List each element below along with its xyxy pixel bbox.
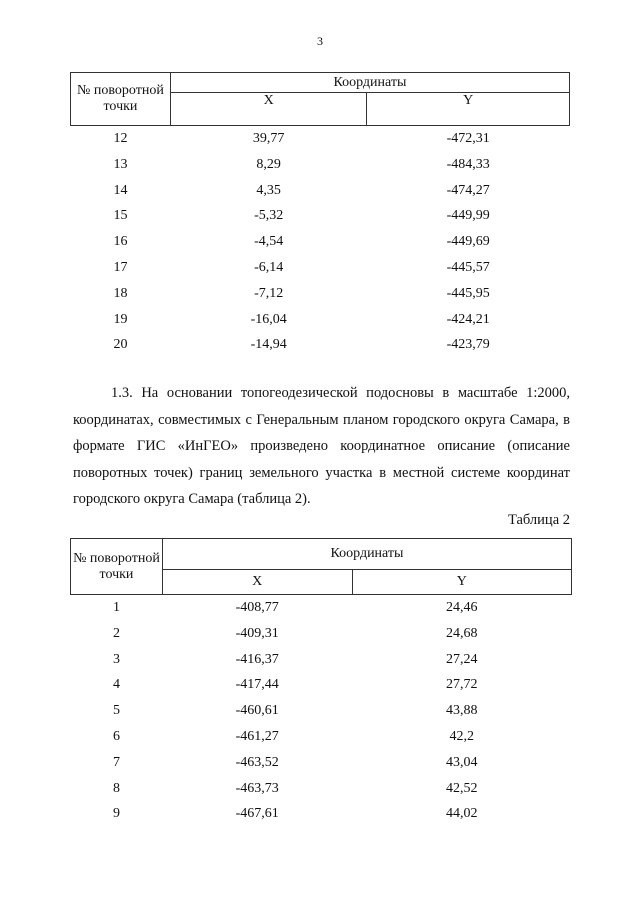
y-coordinate-cell: 42,52 [446,780,478,796]
y-coordinate-cell: -445,57 [446,259,490,275]
coordinates-table-1 [70,72,570,358]
table-body [71,126,570,359]
point-number-cell: 12 [113,131,128,146]
table-row [71,647,572,673]
table-row [71,332,570,358]
table-row [71,801,572,827]
page-number: 3 [317,34,323,48]
x-coordinate-cell: -417,44 [235,677,279,693]
x-coordinate-cell: -409,31 [235,625,279,641]
y-coordinate-cell: -474,27 [446,182,490,198]
coordinates-header: Координаты [162,539,571,570]
x-coordinate-cell: 39,77 [252,131,285,146]
y-coordinate-cell: 43,88 [446,703,478,719]
y-coordinate-cell: 24,46 [446,600,478,615]
y-coordinate-cell: -449,69 [446,234,490,250]
y-column-header: Y [352,570,571,595]
y-coordinate-cell: 43,04 [446,754,478,770]
y-column-header: Y [367,93,570,126]
x-coordinate-cell: -5,32 [254,208,284,224]
point-number-cell: 18 [113,285,128,301]
coordinates-table-2 [70,538,572,827]
y-coordinate-cell: -484,33 [446,156,490,172]
x-coordinate-cell: 4,35 [256,182,281,198]
table-row [71,255,570,281]
point-number-cell: 8 [112,780,120,796]
point-number-cell: 13 [113,156,128,172]
table-row [71,152,570,178]
point-number-cell: 3 [112,651,120,667]
x-coordinate-cell: -7,12 [254,285,284,301]
table-header [71,539,572,595]
x-coordinate-cell: -6,14 [254,259,284,275]
y-coordinate-cell: -423,79 [446,337,490,353]
y-coordinate-cell: 27,24 [446,651,478,667]
y-coordinate-cell: 42,2 [449,728,474,744]
table-row [71,307,570,333]
table-row [71,595,572,621]
point-number-cell: 6 [112,728,120,744]
table-header [71,73,570,126]
point-number-cell: 4 [112,677,120,693]
point-number-cell: 15 [113,208,128,224]
table-row [71,621,572,647]
x-coordinate-cell: -463,73 [235,780,279,796]
x-coordinate-cell: -461,27 [235,728,279,744]
table-caption: Таблица 2 [507,512,570,528]
table-row [71,776,572,802]
x-coordinate-cell: -16,04 [250,311,287,327]
table-row [71,750,572,776]
x-column-header: X [170,93,367,126]
x-coordinate-cell: -416,37 [235,651,279,667]
table-row [71,178,570,204]
x-coordinate-cell: -460,61 [235,703,279,719]
x-coordinate-cell: -14,94 [250,337,287,353]
x-column-header: X [162,570,352,595]
y-coordinate-cell: 24,68 [446,625,478,641]
point-number-cell: 19 [113,311,128,327]
table-row [71,229,570,255]
x-coordinate-cell: 8,29 [256,156,281,172]
table-row [71,672,572,698]
point-number-header: № поворотной точки [71,539,163,595]
point-number-cell: 7 [112,754,120,770]
point-number-cell: 9 [112,806,120,822]
x-coordinate-cell: -4,54 [254,234,284,250]
table-row [71,203,570,229]
point-number-cell: 1 [112,600,120,615]
point-number-cell: 20 [113,337,128,353]
table-row [71,281,570,307]
point-number-cell: 16 [113,234,128,250]
body-paragraph: 1.3. На основании топогеодезической подосновы в масштабе 1:2000, координатах, совместимых с Генеральным планом городского округа Самара, в формате ГИС «ИнГЕО» произведено координатное описание (описание поворотных точек) границ земельного участка в местной системе координат городского округа Самара (таблица 2). [73,385,570,507]
y-coordinate-cell: -472,31 [446,131,490,146]
table-row [71,724,572,750]
y-coordinate-cell: 44,02 [446,806,478,822]
table-body [71,595,572,828]
y-coordinate-cell: -424,21 [446,311,490,327]
y-coordinate-cell: -449,99 [446,208,490,224]
table-row [71,698,572,724]
coordinates-header: Координаты [170,73,569,93]
table-row [71,126,570,152]
point-number-cell: 5 [112,703,120,719]
point-number-cell: 14 [113,182,128,198]
point-number-cell: 2 [112,625,120,641]
x-coordinate-cell: -467,61 [235,806,279,822]
y-coordinate-cell: -445,95 [446,285,490,301]
x-coordinate-cell: -408,77 [235,600,279,615]
point-number-cell: 17 [113,259,128,275]
x-coordinate-cell: -463,52 [235,754,279,770]
y-coordinate-cell: 27,72 [446,677,478,693]
point-number-header: № поворотной точки [71,73,171,126]
